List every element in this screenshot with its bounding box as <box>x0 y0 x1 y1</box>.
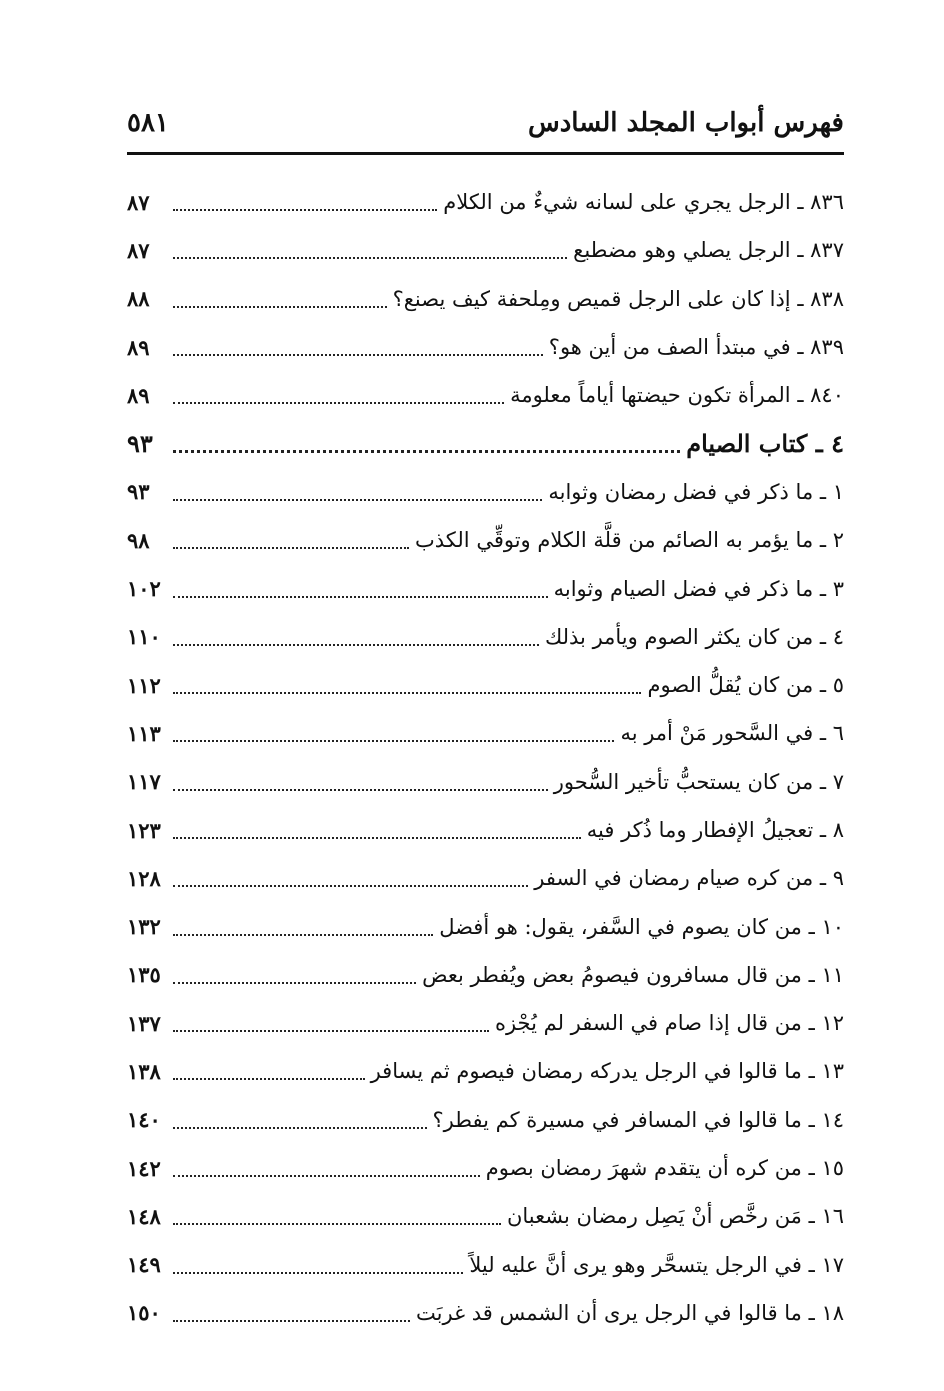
toc-entry-title: ١٢ ـ من قال إذا صام في السفر لم يُجْزه <box>494 1011 844 1036</box>
toc-entry-page: ١٣٢ <box>127 914 161 940</box>
dot-leader <box>173 402 504 404</box>
dot-leader <box>173 1223 501 1225</box>
toc-entry-title: ٦ ـ في السَّحور مَنْ أمر به <box>620 721 844 746</box>
toc-entry-page: ١٢٣ <box>127 817 161 843</box>
toc-entry <box>127 564 844 612</box>
toc-entry <box>127 902 844 950</box>
toc-entry-page: ٩٨ <box>127 527 150 553</box>
toc-entry <box>127 661 844 709</box>
toc-entry-title: ١٣ ـ ما قالوا في الرجل يدركه رمضان فيصوم ثم يسافر <box>370 1059 844 1084</box>
toc-entry <box>127 709 844 757</box>
toc-entry-title: ١٧ ـ في الرجل يتسحَّر وهو يرى أنَّ عليه ليلاً <box>469 1252 844 1277</box>
dot-leader <box>173 306 387 308</box>
toc-entry-page: ١٤٠ <box>127 1107 161 1133</box>
dot-leader <box>173 837 581 839</box>
toc-entry <box>127 468 844 516</box>
toc-entry-title: ٨٣٩ ـ في مبتدأ الصف من أين هو؟ <box>548 335 844 360</box>
toc-entry <box>127 951 844 999</box>
toc-entry-page: ١٣٧ <box>127 1010 161 1036</box>
dot-leader <box>173 1272 463 1274</box>
dot-leader <box>173 934 433 936</box>
toc-entry-title: ٨٣٦ ـ الرجل يجري على لسانه شيءٌ من الكلام <box>443 190 844 215</box>
toc-entry <box>127 1241 844 1289</box>
toc-entry <box>127 1192 844 1240</box>
toc-entry <box>127 178 844 226</box>
dot-leader <box>173 354 543 356</box>
table-of-contents <box>127 178 844 1337</box>
page-header <box>127 108 844 154</box>
dot-leader <box>173 450 680 453</box>
running-title: فهرس أبواب المجلد السادس <box>527 108 844 138</box>
toc-entry-title: ٨ ـ تعجيلُ الإفطار وما ذُكر فيه <box>586 818 844 842</box>
toc-entry <box>127 999 844 1047</box>
toc-entry-title: ٤ ـ كتاب الصيام <box>686 429 844 459</box>
toc-entry-title: ١ ـ ما ذكر في فضل رمضان وثوابه <box>548 479 844 504</box>
toc-entry-page: ١٤٢ <box>127 1155 161 1181</box>
dot-leader <box>173 596 548 598</box>
dot-leader <box>173 1320 410 1322</box>
toc-entry-page: ١١٢ <box>127 672 161 698</box>
toc-entry <box>127 275 844 323</box>
toc-entry-page: ١١٠ <box>127 624 161 650</box>
toc-entry-title: ١١ ـ من قال مسافرون فيصومُ بعض ويُفطر بعض <box>422 962 844 987</box>
toc-entry <box>127 1047 844 1095</box>
toc-entry-page: ٩٣ <box>127 429 153 459</box>
dot-leader <box>173 692 641 694</box>
toc-entry <box>127 854 844 902</box>
toc-entry <box>127 1144 844 1192</box>
toc-entry-page: ١٢٨ <box>127 865 161 891</box>
toc-entry-title: ١٥ ـ من كره أن يتقدم شهرَ رمضان بصوم <box>485 1156 844 1181</box>
toc-entry-title: ٥ ـ من كان يُقلُّ الصوم <box>647 673 844 698</box>
dot-leader <box>173 1078 365 1080</box>
toc-entry <box>127 613 844 661</box>
toc-entry-title: ١٤ ـ ما قالوا في المسافر في مسيرة كم يفطر؟ <box>432 1107 844 1132</box>
toc-entry <box>127 1289 844 1337</box>
toc-entry-page: ١١٣ <box>127 720 161 746</box>
toc-entry-page: ١٤٩ <box>127 1252 161 1278</box>
toc-section-heading <box>127 419 844 467</box>
toc-entry-title: ٩ ـ من كره صيام رمضان في السفر <box>534 866 844 891</box>
page-number: ٥٨١ <box>127 108 169 138</box>
dot-leader <box>173 982 416 984</box>
header-rule <box>127 152 844 155</box>
toc-entry-page: ١٤٨ <box>127 1203 161 1229</box>
toc-entry-page: ١٣٨ <box>127 1058 161 1084</box>
toc-entry-title: ٤ ـ من كان يكثر الصوم ويأمر بذلك <box>544 624 844 649</box>
toc-entry-page: ١٠٢ <box>127 576 161 602</box>
toc-entry <box>127 226 844 274</box>
toc-entry-page: ٩٣ <box>127 479 150 505</box>
toc-entry <box>127 371 844 419</box>
toc-entry-page: ١٣٥ <box>127 962 161 988</box>
toc-entry-title: ٨٣٧ ـ الرجل يصلي وهو مضطبع <box>573 238 844 263</box>
dot-leader <box>173 1175 480 1177</box>
dot-leader <box>173 257 567 259</box>
toc-entry <box>127 1096 844 1144</box>
toc-entry <box>127 806 844 854</box>
toc-entry-page: ٨٧ <box>127 189 150 215</box>
toc-entry-page: ٨٨ <box>127 286 150 312</box>
dot-leader <box>173 547 409 549</box>
toc-entry-page: ٨٧ <box>127 237 150 263</box>
dot-leader <box>173 209 437 211</box>
toc-entry-title: ١٨ ـ ما قالوا في الرجل يرى أن الشمس قد غربَت <box>416 1300 844 1325</box>
toc-entry-page: ١٥٠ <box>127 1300 161 1326</box>
toc-entry-title: ٨٣٨ ـ إذا كان على الرجل قميص ومِلحفة كيف يصنع؟ <box>392 286 844 311</box>
toc-entry <box>127 323 844 371</box>
dot-leader <box>173 789 548 791</box>
toc-entry-page: ٨٩ <box>127 334 150 360</box>
toc-entry-page: ١١٧ <box>127 769 161 795</box>
toc-entry-title: ٧ ـ من كان يستحبُّ تأخير السُّحور <box>553 769 844 794</box>
toc-entry-title: ١٦ ـ مَن رخَّص أنْ يَصِل رمضان بشعبان <box>506 1204 844 1229</box>
toc-entry <box>127 758 844 806</box>
dot-leader <box>173 1030 489 1032</box>
toc-entry <box>127 516 844 564</box>
dot-leader <box>173 499 542 501</box>
toc-entry-title: ٢ ـ ما يؤمر به الصائم من قلَّة الكلام وتوقِّي الكذب <box>415 528 844 553</box>
toc-entry-title: ٣ ـ ما ذكر في فضل الصيام وثوابه <box>553 576 844 601</box>
toc-entry-title: ١٠ ـ من كان يصوم في السَّفر، يقول: هو أفضل <box>439 914 844 939</box>
dot-leader <box>173 885 528 887</box>
dot-leader <box>173 1127 427 1129</box>
toc-entry-page: ٨٩ <box>127 382 150 408</box>
dot-leader <box>173 740 614 742</box>
dot-leader <box>173 644 539 646</box>
toc-entry-title: ٨٤٠ ـ المرأة تكون حيضتها أياماً معلومة <box>510 383 844 408</box>
